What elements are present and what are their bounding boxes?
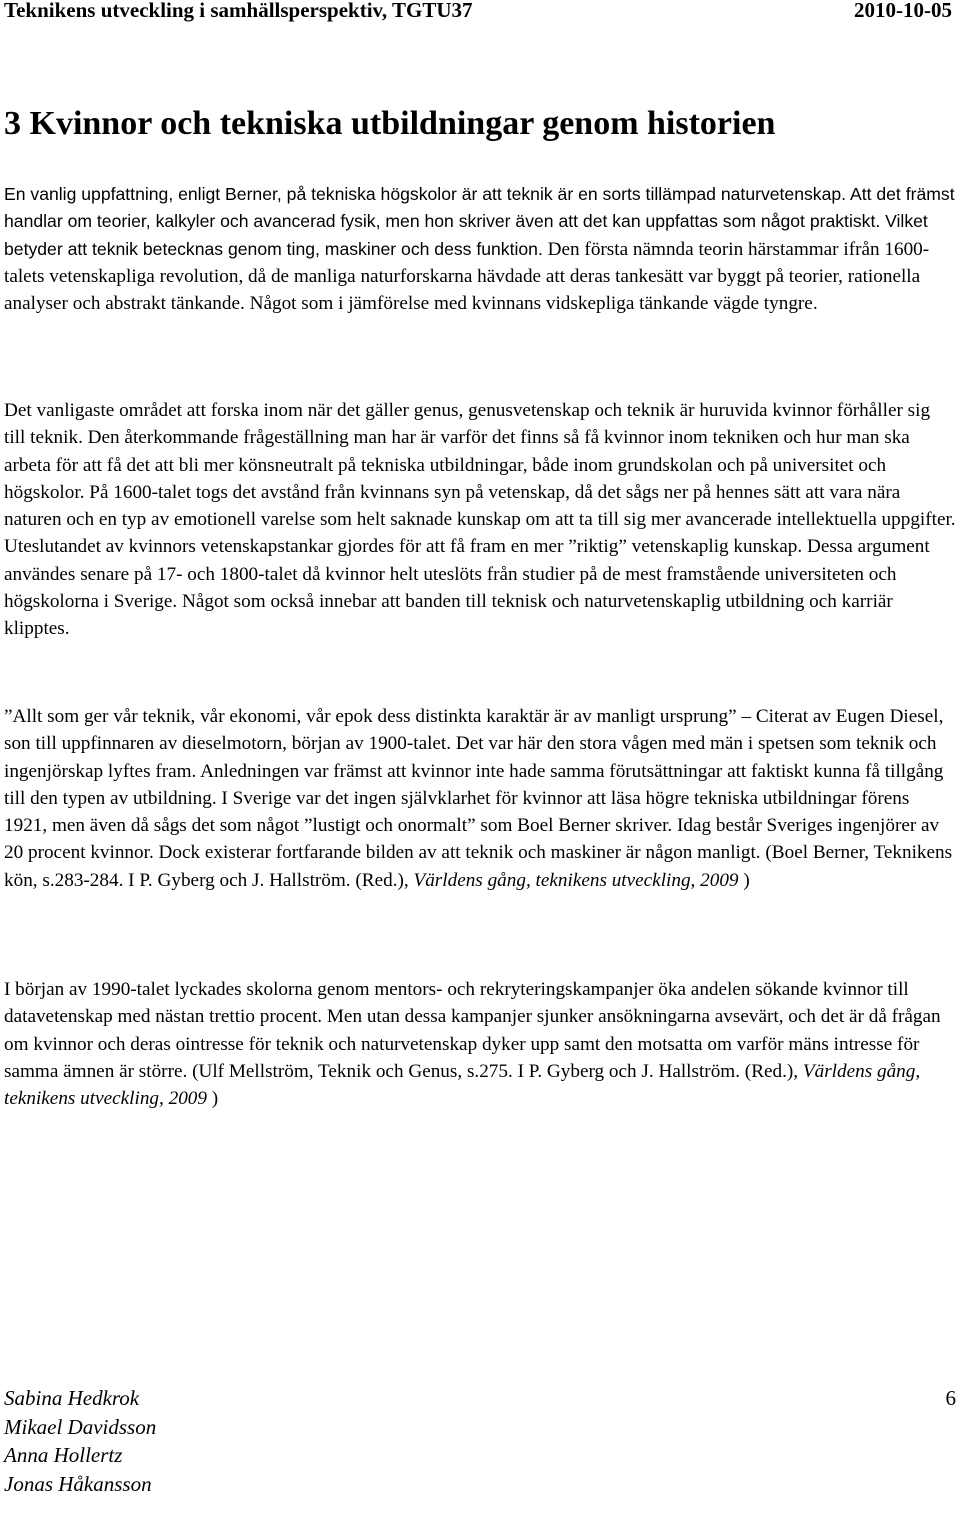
- page-number: 6: [945, 1386, 956, 1410]
- paragraph-4: [4, 976, 956, 1112]
- paragraph-3: [4, 703, 956, 894]
- running-header: [4, 0, 952, 28]
- paragraph-3-reference: (Boel Berner, Teknikens kön, s.283-284. I P. Gyberg och J. Hallström. (Red.),: [4, 842, 953, 891]
- paragraph-1-serif-part: Den första nämnda teorin härstammar ifrån 1600-talets vetenskapliga revolution, då de manliga naturforskarna hävdade att deras tankesätt var byggt på teorier, rationella analyser och abstrakt tänkande. Något som i jämförelse med kvinnans vidskepliga tänkande vägde tyngre.: [4, 238, 930, 315]
- paragraph-3-text: ”Allt som ger vår teknik, vår ekonomi, vår epok dess distinkta karaktär är av manligt ursprung” – Citerat av Eugen Diesel, son till uppfinnaren av dieselmotorn, början av 1900-talet. Det var här den stora vågen med män i spetsen som teknik och ingenjörskap lyftes fram. Anledningen var främst att kvinnor inte hade samma förutsättningar att faktiskt kunna få tillgång till den typen av utbildning. I Sverige var det ingen självklarhet för kvinnor att läsa högre tekniska utbildningar förens 1921, men även då sågs det som något ”lustigt och onormalt” som Boel Berner skriver. Idag består Sveriges ingenjörer av 20 procent kvinnor. Dock existerar fortfarande bilden av att teknik och maskiner är någon manligt.: [4, 706, 944, 864]
- paragraph-2: Det vanligaste området att forska inom när det gäller genus, genusvetenskap och teknik är huruvida kvinnor förhåller sig till teknik. Den återkommande frågeställning man har är varför det finns så få kvinnor inom tekniken och hur man ska arbeta för att få det att bli mer könsneutralt på tekniska utbildningar, både inom grundskolan och på universitet och högskolor. På 1600-talet togs det avstånd från kvinnans syn på vetenskap, då det sågs ner på hennes sätt att vara nära naturen och en typ av emotionell varelse som helt saknade kunskap om att ta till sig mer avancerade intellektuella uppgifter. Uteslutandet av kvinnors vetenskapstankar gjordes för att få fram en mer ”riktig” vetenskaplig kunskap. Dessa argument användes senare på 17- och 1800-talet då kvinnor helt uteslöts från studier på de mest framstående universiteten och högskolorna i Sverige. Något som också innebar att banden till teknisk och naturvetenskaplig utbildning och karriär klipptes.: [4, 400, 956, 640]
- author-name: Jonas Håkansson: [4, 1471, 152, 1496]
- header-date: 2010-10-05: [854, 0, 952, 22]
- paragraph-3-reference-end: ): [738, 869, 750, 891]
- paragraph-3-reference-title: Världens gång, teknikens utveckling, 2009: [413, 869, 739, 891]
- header-course-title: Teknikens utveckling i samhällsperspektiv, TGTU37: [4, 0, 473, 22]
- author-list: [4, 1384, 156, 1498]
- author-name: Mikael Davidsson: [4, 1414, 157, 1439]
- paragraph-4-reference-title: Världens gång, teknikens utveckling, 2009: [4, 1060, 921, 1110]
- paragraph-4-text: I början av 1990-talet lyckades skolorna genom mentors- och rekryteringskampanjer öka andelen sökande kvinnor till datavetenskap med nästan trettio procent. Men utan dessa kampanjer sjunker ansökningarna avsevärt, och det är då frågan om kvinnor och deras ointresse för teknik och naturvetenskap dyker upp samt den motsatta om varför mäns intresse för samma ämnen är större. (Ulf Mellström, Teknik och Genus, s.275. I P. Gyberg och J. Hallström. (Red.),: [4, 979, 941, 1082]
- paragraph-1-sans-part: En vanlig uppfattning, enligt Berner, på tekniska högskolor är att teknik är en sorts tillämpad naturvetenskap. Att det främst handlar om teorier, kalkyler och avancerad fysik, men hon skriver även att det kan uppfattas som något praktiskt. Vilket betyder att teknik betecknas genom ting, maskiner och dess funktion.: [4, 184, 955, 259]
- paragraph-4-reference-end: ): [207, 1088, 219, 1110]
- paragraph-1: [4, 181, 956, 317]
- author-name: Sabina Hedkrok: [4, 1386, 140, 1410]
- author-name: Anna Hollertz: [4, 1443, 123, 1467]
- section-heading: 3 Kvinnor och tekniska utbildningar genom historien: [4, 105, 776, 142]
